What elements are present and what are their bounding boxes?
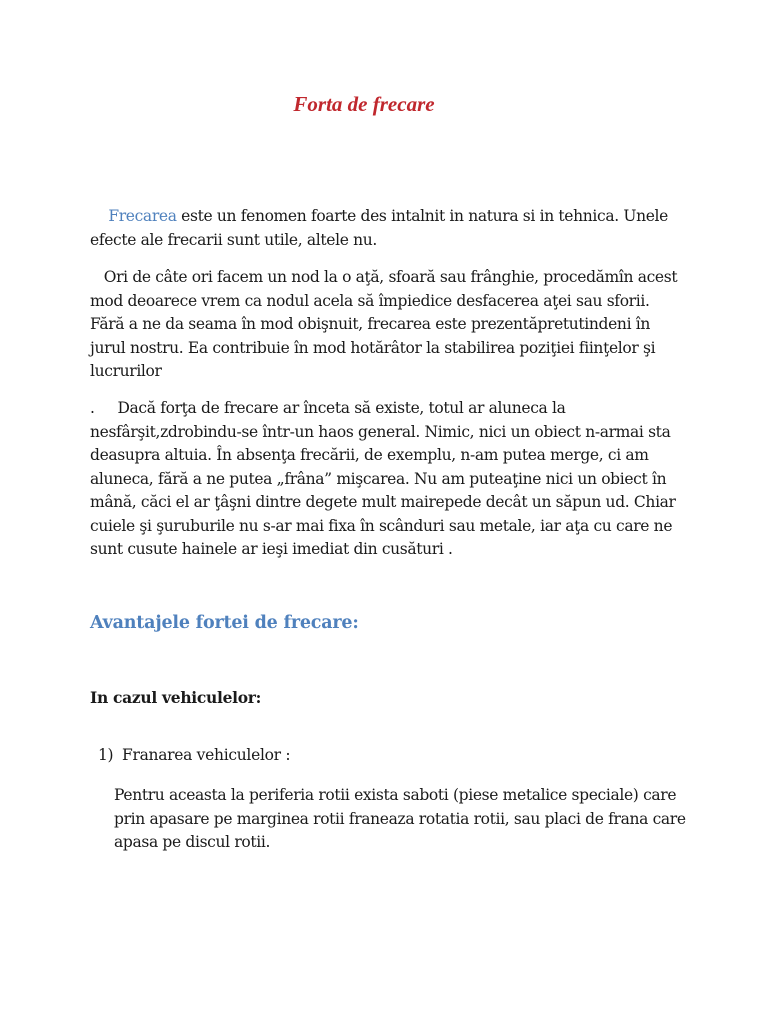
paragraph-intro-text: este un fenomen foarte des intalnit in natura si in tehnica. Unele efecte ale frecarii sunt utile, altele nu. bbox=[90, 207, 668, 249]
document-title: Forta de frecare bbox=[293, 92, 435, 116]
paragraph-knot: Ori de câte ori facem un nod la o aţă, sfoară sau frânghie, procedămîn acest mod deoarece vrem ca nodul acela să împiedice desfacerea aţei sau sforii. Fără a ne da seama în mod obişnuit, frecarea este prezentăpretutindeni în jurul nostru. Ea contribuie în mod hotărâtor la stabilirea poziţiei fiinţelor şi lucrurilor bbox=[90, 268, 682, 380]
list-item bbox=[98, 746, 290, 764]
list-item-number: 1) bbox=[98, 746, 114, 764]
heading-vehicles: In cazul vehiculelor: bbox=[90, 688, 262, 707]
list-item-label: Franarea vehiculelor : bbox=[122, 746, 291, 764]
paragraph-absence: . Dacă forţa de frecare ar înceta să existe, totul ar aluneca la nesfârşit,zdrobindu-se într-un haos general. Nimic, nici un obiect n-armai sta deasupra altuia. În absenţa frecării, de exemplu, n-am putea merge, ci am aluneca, fără a ne putea „frâna” mişcarea. Nu am puteaţine nici un obiect în mână, căci el ar ţâşni dintre degete mult mairepede decât un săpun ud. Chiar cuiele şi şuruburile nu s-ar mai fixa în scânduri sau metale, iar aţa cu care ne sunt cusute hainele ar ieşi imediat din cusături . bbox=[90, 399, 681, 558]
paragraph-indent bbox=[90, 207, 108, 225]
highlighted-term: Frecarea bbox=[108, 207, 177, 225]
heading-advantages: Avantajele fortei de frecare: bbox=[90, 613, 359, 633]
paragraph-braking: Pentru aceasta la periferia rotii exista saboti (piese metalice speciale) care prin apasare pe marginea rotii franeaza rotatia rotii, sau placi de frana care apasa pe discul rotii. bbox=[114, 786, 686, 851]
paragraph-intro bbox=[90, 205, 680, 252]
